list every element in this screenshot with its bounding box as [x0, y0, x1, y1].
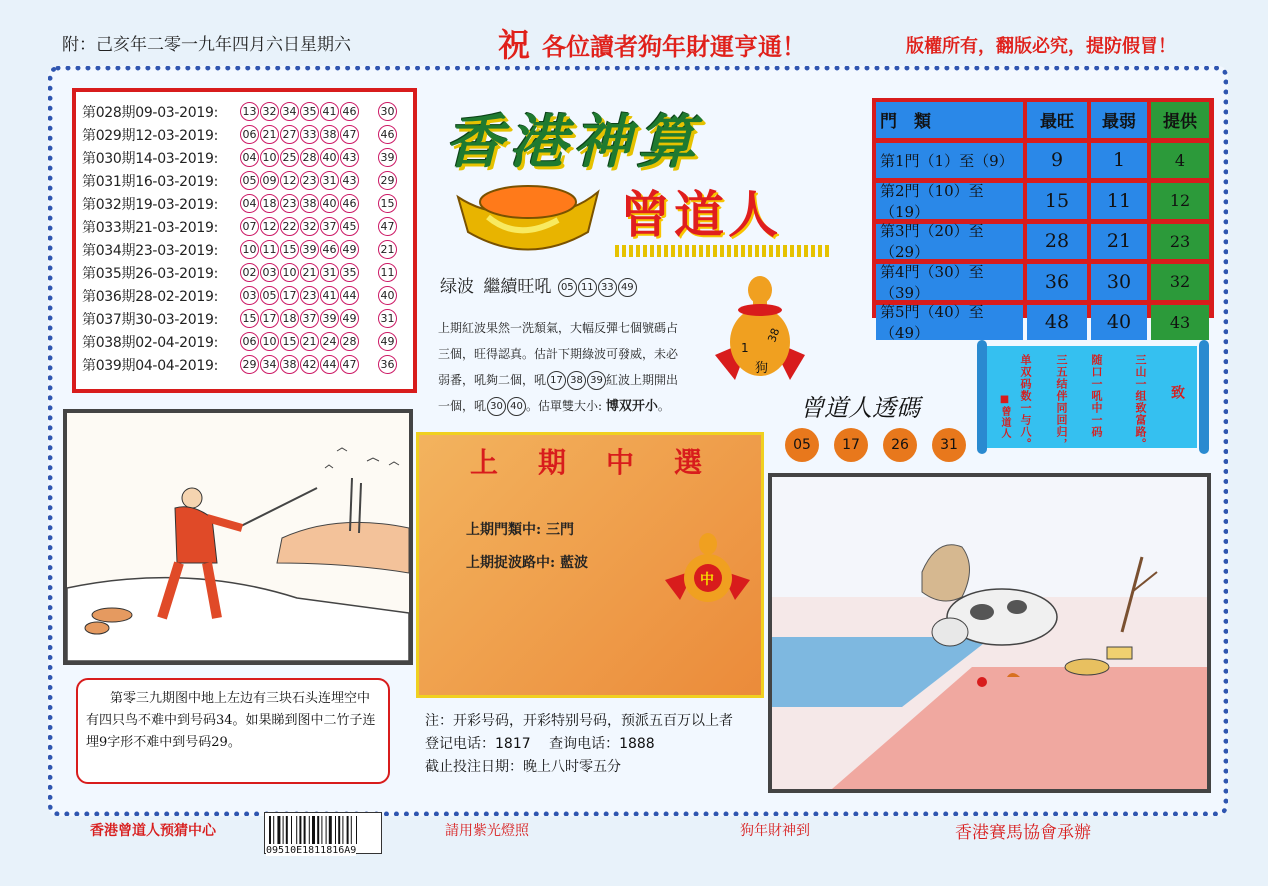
- prize-line-2-label: 上期捉波路中:: [466, 555, 556, 571]
- history-number: 09: [260, 171, 279, 190]
- history-number: 28: [340, 332, 359, 351]
- history-number: 31: [320, 263, 339, 282]
- history-row: [82, 123, 407, 146]
- history-number: 13: [240, 102, 259, 121]
- history-row: [82, 261, 407, 284]
- history-number: 34: [280, 102, 299, 121]
- history-number: 23: [300, 171, 319, 190]
- history-special-number: 31: [378, 309, 397, 328]
- history-number: 24: [320, 332, 339, 351]
- history-number: 23: [300, 286, 319, 305]
- story-line-4-numbers: [486, 399, 526, 413]
- table-header-cell: 最弱: [1091, 102, 1147, 138]
- history-number: 39: [300, 240, 319, 259]
- history-number: 41: [320, 286, 339, 305]
- history-row: [82, 353, 407, 376]
- table-cell: 30: [1091, 264, 1147, 300]
- history-number: 44: [320, 355, 339, 374]
- poem-col-3: 随口一吼中一码: [1090, 354, 1103, 438]
- decor-stripe: [615, 245, 830, 257]
- story-line-3a: 弱番，吼夠二個，吼: [438, 373, 547, 387]
- history-panel: [72, 88, 417, 393]
- history-number: 37: [300, 309, 319, 328]
- prize-badge: 中: [700, 572, 714, 588]
- table-cell: 第5門（40）至（49）: [876, 305, 1023, 341]
- story-line-3: [438, 367, 698, 393]
- history-number: 46: [320, 240, 339, 259]
- history-number: 37: [320, 217, 339, 236]
- poem-col-1: 致: [1169, 385, 1185, 400]
- history-number: 10: [280, 263, 299, 282]
- green-wave-text: 繼續旺吼: [483, 277, 552, 297]
- history-number: 03: [260, 263, 279, 282]
- prize-title: 上期中選: [470, 446, 743, 479]
- table-cell: 32: [1151, 264, 1209, 300]
- history-row-label: 第036期28-02-2019:: [82, 288, 218, 305]
- history-number: 32: [300, 217, 319, 236]
- history-row-label: 第034期23-03-2019:: [82, 242, 218, 259]
- category-table: [872, 98, 1214, 343]
- gold-ingot-icon: [448, 172, 608, 262]
- touma-number: 26: [883, 428, 917, 462]
- history-number: 15: [280, 240, 299, 259]
- footer-light-hint: 請用紫光燈照: [445, 823, 529, 839]
- wish-char: 祝: [498, 26, 531, 64]
- history-number: 47: [340, 125, 359, 144]
- table-cell: 第3門（20）至（29）: [876, 224, 1023, 260]
- history-number: 28: [300, 148, 319, 167]
- poem-col-2: 三山一组致富路。: [1134, 354, 1147, 450]
- small-number-ball: 33: [598, 278, 617, 297]
- logo-title: 香港神算: [445, 108, 702, 176]
- history-number: 40: [320, 194, 339, 213]
- history-number: 43: [340, 148, 359, 167]
- gourd-num-right: 38: [765, 326, 783, 345]
- footer-host: 香港賽馬協會承辦: [955, 823, 1091, 843]
- poem-col-5: 单双码数一与八。: [1019, 354, 1032, 450]
- history-number: 41: [320, 102, 339, 121]
- history-special-number: 30: [378, 102, 397, 121]
- riddle-box: [76, 678, 390, 784]
- history-special-number: 36: [378, 355, 397, 374]
- green-wave-line: [440, 272, 637, 297]
- story-line-3-numbers: [546, 373, 606, 387]
- table-cell: 21: [1091, 224, 1147, 260]
- table-cell: 23: [1151, 224, 1209, 260]
- gourd-animal: 狗: [755, 361, 769, 376]
- history-number: 46: [340, 194, 359, 213]
- notes: [425, 710, 733, 779]
- footer-fortune: 狗年財神到: [740, 823, 810, 839]
- history-number: 12: [260, 217, 279, 236]
- small-number-ball: 30: [487, 397, 506, 416]
- table-cell: 4: [1151, 143, 1209, 179]
- history-number: 05: [240, 171, 259, 190]
- barcode-number: 09510E1811816A9: [266, 845, 357, 856]
- story-line-3b: 紅波上期開出: [606, 373, 679, 387]
- history-number: 10: [240, 240, 259, 259]
- history-row: [82, 215, 407, 238]
- history-special-number: 49: [378, 332, 397, 351]
- history-number: 22: [280, 217, 299, 236]
- table-cell: 28: [1027, 224, 1087, 260]
- small-number-ball: 40: [507, 397, 526, 416]
- history-special-number: 39: [378, 148, 397, 167]
- copyright-notice: 版權所有，翻版必究，提防假冒！: [906, 36, 1176, 57]
- table-row: [876, 264, 1210, 300]
- small-number-ball: 49: [618, 278, 637, 297]
- history-number: 03: [240, 286, 259, 305]
- history-number: 43: [340, 171, 359, 190]
- touma-number: 17: [834, 428, 868, 462]
- story-line-4a: 一個，吼: [438, 399, 487, 413]
- footer-center: 香港曾道人预猜中心: [90, 823, 216, 839]
- riddle-text: 第零三九期图中地上左边有三块石头连埋空中有四只鸟不难中到号码34。如果睇到图中二竹子连埋9字形不难中到号码29。: [86, 691, 376, 750]
- history-number: 33: [300, 125, 319, 144]
- story-line-2: 三個，旺得認真。估計下期綠波可發威，未必: [438, 347, 679, 361]
- prize-line-1-label: 上期門類中:: [466, 522, 542, 538]
- history-number: 04: [240, 148, 259, 167]
- table-cell: 9: [1027, 143, 1087, 179]
- history-row: [82, 284, 407, 307]
- small-number-ball: 39: [587, 371, 606, 390]
- history-number: 38: [320, 125, 339, 144]
- history-number: 21: [300, 263, 319, 282]
- table-cell: 40: [1091, 305, 1147, 341]
- history-number: 38: [280, 355, 299, 374]
- history-number: 40: [320, 148, 339, 167]
- history-number: 10: [260, 332, 279, 351]
- history-row-label: 第038期02-04-2019:: [82, 334, 218, 351]
- poem-signature: ■曾道人: [999, 394, 1010, 439]
- history-number: 02: [240, 263, 259, 282]
- history-number: 23: [280, 194, 299, 213]
- wish-text: 各位讀者狗年財運亨通！: [542, 32, 806, 61]
- history-number: 21: [260, 125, 279, 144]
- story-line-4b: 。估單雙大小:: [526, 399, 603, 413]
- table-row: [876, 183, 1210, 219]
- table-row: [876, 143, 1210, 179]
- history-number: 18: [280, 309, 299, 328]
- prize-line-category: [466, 519, 574, 539]
- history-number: 17: [260, 309, 279, 328]
- scroll-rod-left: [977, 340, 987, 454]
- notes-line-3: 截止投注日期：晚上八时零五分: [425, 759, 621, 775]
- scroll-rod-right: [1199, 340, 1209, 454]
- history-number: 49: [340, 309, 359, 328]
- history-number: 47: [340, 355, 359, 374]
- table-row: [876, 305, 1210, 341]
- history-number: 42: [300, 355, 319, 374]
- small-number-ball: 38: [567, 371, 586, 390]
- history-row-label: 第033期21-03-2019:: [82, 219, 218, 236]
- history-number: 31: [320, 171, 339, 190]
- prize-line-2-value: 藍波: [560, 555, 589, 571]
- history-number: 21: [300, 332, 319, 351]
- history-number: 27: [280, 125, 299, 144]
- touma-title: 曾道人透碼: [800, 394, 920, 422]
- table-cell: 48: [1027, 305, 1087, 341]
- history-number: 10: [260, 148, 279, 167]
- history-number: 15: [240, 309, 259, 328]
- history-row-label: 第032期19-03-2019:: [82, 196, 218, 213]
- history-number: 29: [240, 355, 259, 374]
- story-line-1: 上期紅波果然一洗頹氣，大幅反彈七個號碼占: [438, 321, 679, 335]
- history-number: 44: [340, 286, 359, 305]
- table-cell: 第4門（30）至（39）: [876, 264, 1023, 300]
- history-number: 17: [280, 286, 299, 305]
- swordsman-illustration: [63, 409, 413, 665]
- history-number: 49: [340, 240, 359, 259]
- date-line: 附：己亥年二零一九年四月六日星期六: [62, 35, 351, 55]
- table-cell: 第1門（1）至（9）: [876, 143, 1023, 179]
- poem-scroll: [975, 340, 1211, 452]
- table-cell: 12: [1151, 183, 1209, 219]
- pig-illustration: [768, 473, 1211, 793]
- history-special-number: 21: [378, 240, 397, 259]
- history-row: [82, 238, 407, 261]
- table-header-cell: 最旺: [1027, 102, 1087, 138]
- history-row-label: 第028期09-03-2019:: [82, 104, 218, 121]
- history-row: [82, 307, 407, 330]
- small-number-ball: 05: [558, 278, 577, 297]
- prize-line-wave: [466, 552, 588, 572]
- logo-subtitle: 曾道人: [620, 185, 782, 244]
- prize-gourd-icon: [660, 530, 755, 610]
- history-number: 05: [260, 286, 279, 305]
- history-number: 45: [340, 217, 359, 236]
- history-row-label: 第030期14-03-2019:: [82, 150, 218, 167]
- history-row: [82, 146, 407, 169]
- history-special-number: 29: [378, 171, 397, 190]
- history-special-number: 46: [378, 125, 397, 144]
- table-cell: 43: [1151, 305, 1209, 341]
- history-special-number: 47: [378, 217, 397, 236]
- history-number: 35: [340, 263, 359, 282]
- history-number: 38: [300, 194, 319, 213]
- history-number: 12: [280, 171, 299, 190]
- history-number: 18: [260, 194, 279, 213]
- table-header-row: [876, 102, 1210, 138]
- table-header-cell: 門 類: [876, 102, 1023, 138]
- history-special-number: 40: [378, 286, 397, 305]
- notes-line-1: 注：开彩号码，开彩特别号码，预派五百万以上者: [425, 713, 733, 729]
- prize-line-1-value: 三門: [546, 522, 575, 538]
- history-number: 04: [240, 194, 259, 213]
- history-number: 35: [300, 102, 319, 121]
- history-row-label: 第039期04-04-2019:: [82, 357, 218, 374]
- small-number-ball: 17: [547, 371, 566, 390]
- poem-col-4: 三五结伴同回归，: [1055, 354, 1068, 450]
- story-line-4d: 。: [657, 399, 670, 413]
- history-row: [82, 100, 407, 123]
- history-number: 06: [240, 125, 259, 144]
- history-number: 46: [340, 102, 359, 121]
- history-number: 07: [240, 217, 259, 236]
- table-cell: 11: [1091, 183, 1147, 219]
- history-row-label: 第037期30-03-2019:: [82, 311, 218, 328]
- history-number: 34: [260, 355, 279, 374]
- table-cell: 15: [1027, 183, 1087, 219]
- history-number: 11: [260, 240, 279, 259]
- gourd-num-left: 1: [741, 341, 749, 355]
- history-number: 06: [240, 332, 259, 351]
- green-wave-numbers: [557, 277, 637, 297]
- history-number: 32: [260, 102, 279, 121]
- touma-numbers: [785, 428, 981, 462]
- table-cell: 1: [1091, 143, 1147, 179]
- history-row: [82, 169, 407, 192]
- table-cell: 第2門（10）至（19）: [876, 183, 1023, 219]
- history-row: [82, 330, 407, 353]
- gourd-icon: [705, 270, 815, 390]
- history-number: 15: [280, 332, 299, 351]
- analysis-text: [438, 315, 698, 420]
- touma-number: 05: [785, 428, 819, 462]
- history-row-label: 第029期12-03-2019:: [82, 127, 218, 144]
- history-row-label: 第035期26-03-2019:: [82, 265, 218, 282]
- history-special-number: 15: [378, 194, 397, 213]
- small-number-ball: 11: [578, 278, 597, 297]
- history-number: 25: [280, 148, 299, 167]
- history-row-label: 第031期16-03-2019:: [82, 173, 218, 190]
- touma-number: 31: [932, 428, 966, 462]
- odd-even-tip: 博双开小: [605, 399, 658, 414]
- table-cell: 36: [1027, 264, 1087, 300]
- green-wave-label: 绿波: [440, 277, 474, 297]
- history-number: 39: [320, 309, 339, 328]
- history-row: [82, 192, 407, 215]
- table-header-cell: 提供: [1151, 102, 1209, 138]
- history-special-number: 11: [378, 263, 397, 282]
- table-row: [876, 224, 1210, 260]
- notes-line-2: 登记电话：1817 查询电话：1888: [425, 736, 655, 752]
- story-line-4: [438, 393, 698, 420]
